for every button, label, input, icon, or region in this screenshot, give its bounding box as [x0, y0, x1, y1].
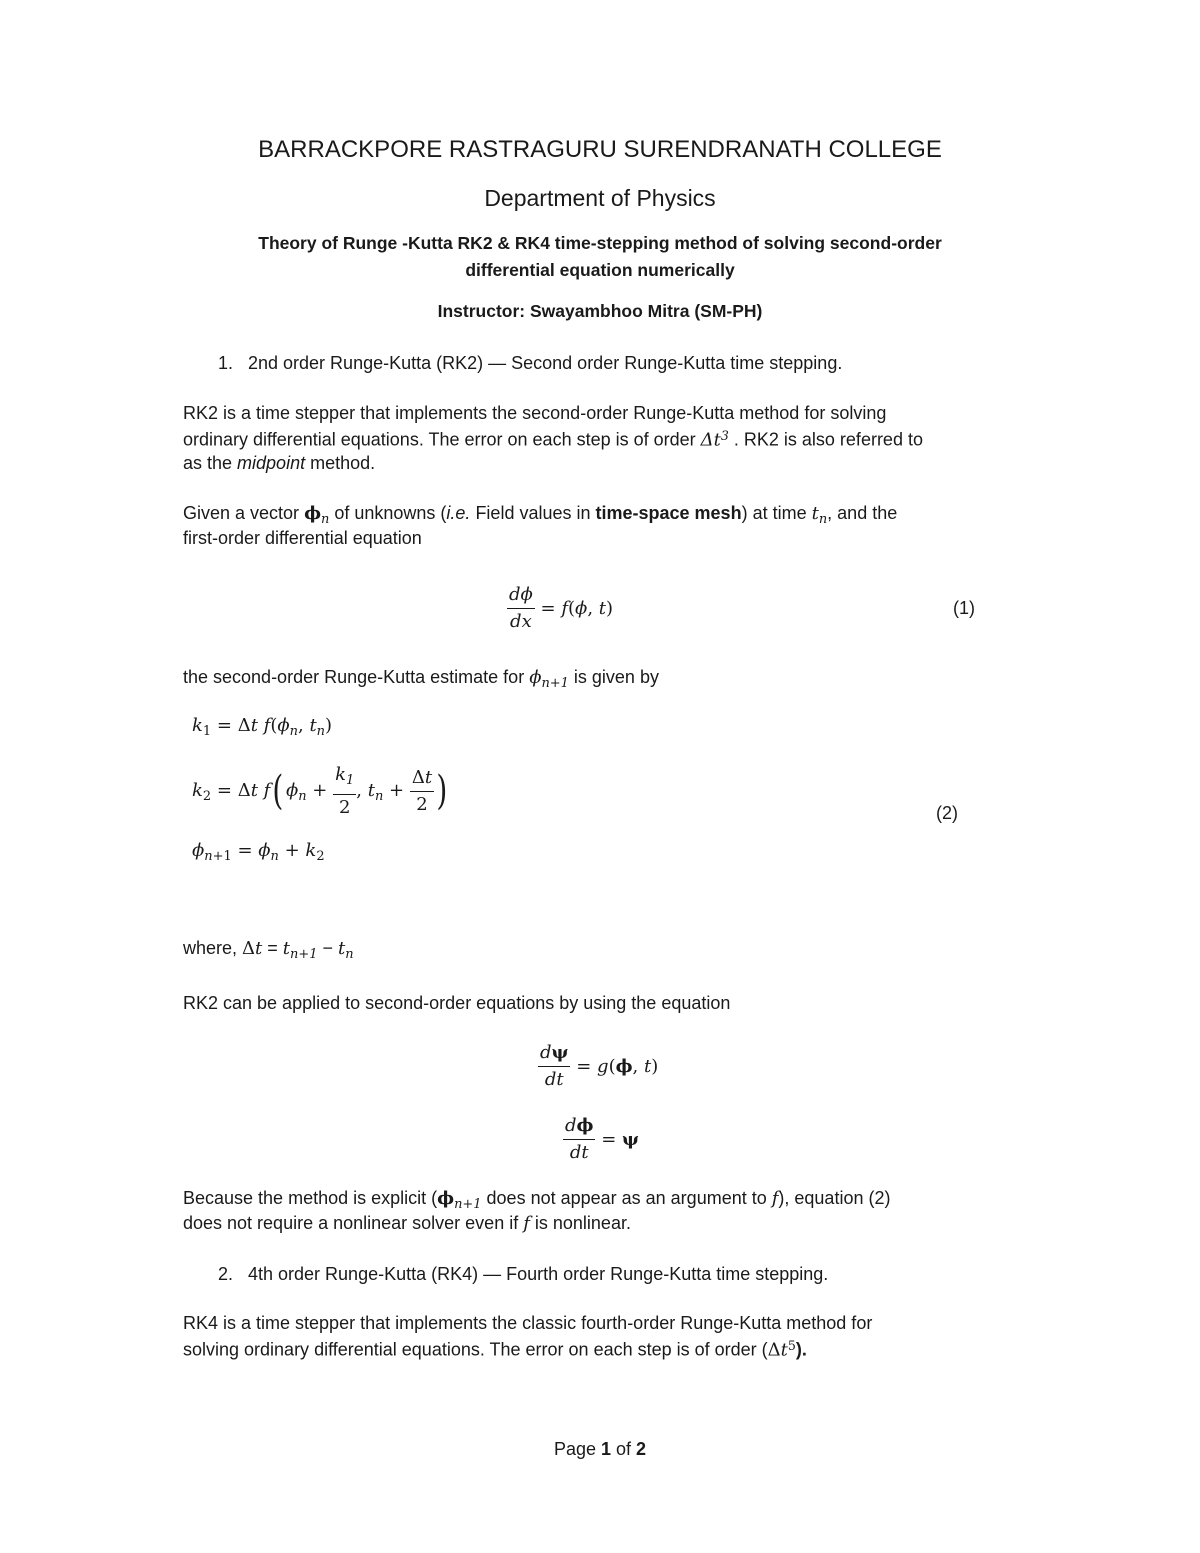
section1-heading: 2nd order Runge-Kutta (RK2) — Second order Runge-Kutta time stepping.: [248, 353, 843, 373]
rk4-para-line1: RK4 is a time stepper that implements the classic fourth-order Runge-Kutta method for: [183, 1313, 873, 1333]
rk2-para-line3: as the midpoint method.: [183, 453, 376, 473]
equation-1: $\frac{d\phi}{dx}$ = f(ϕ, t): [509, 584, 614, 632]
section1-number: 1.: [218, 353, 234, 373]
equation-2-label: (2): [936, 803, 958, 823]
page-number: Page 1 of 2: [553, 1439, 647, 1459]
given-vector-line2: first-order differential equation: [183, 528, 422, 548]
rk2-para-line2: ordinary differential equations. The error on each step is of order $\Delta t^3$ . RK2 is also referred to: [183, 428, 923, 451]
given-vector-line1: Given a vector $\phi_n$ of unknowns (i.e. Field values in time-space mesh) at time $t_n$, and the: [183, 503, 898, 527]
department-name: Department of Physics: [484, 185, 716, 211]
where-line: where, $\Delta t = t_{n+1} - t_n$: [183, 938, 354, 962]
equation-phi-next: $\phi_{n+1} = \phi_n + k_2$: [192, 840, 325, 864]
equation-dphi: $\frac{d\phi}{dt}$ = ψ: [565, 1115, 639, 1163]
rk2-para-line1: RK2 is a time stepper that implements the second-order Runge-Kutta method for solving: [183, 403, 887, 423]
explicit-line1: Because the method is explicit ($\phi_{n+1}$ does not appear as an argument to f), equation (2): [183, 1188, 891, 1212]
rk4-para-line2: solving ordinary differential equations. The error on each step is of order $(\Delta t^5)$.: [183, 1338, 807, 1361]
document-title-line1: Theory of Runge -Kutta RK2 & RK4 time-stepping method of solving second-order: [258, 233, 942, 253]
section2-number: 2.: [218, 1264, 234, 1284]
instructor: Instructor: Swayambhoo Mitra (SM-PH): [437, 301, 763, 321]
equation-1-label: (1): [953, 598, 975, 618]
equation-dpsi: $\frac{d\psi}{dt}$ = g(ϕ, t): [540, 1042, 659, 1090]
equation-k1: $k_1 = \Delta t$ $f(\phi_n$, $t_n$): [192, 715, 333, 739]
rk2-applied-line: RK2 can be applied to second-order equations by using the equation: [183, 993, 731, 1013]
document-title-line2: differential equation numerically: [465, 260, 735, 280]
equation-k2: $k_2 = \Delta t$ f( $\phi_n$ + $\frac{k_1}{2}$ , $t_n$ + $\frac{\Delta t}{2}$ ): [192, 764, 448, 818]
explicit-line2: does not require a nonlinear solver even if f is nonlinear.: [183, 1213, 631, 1234]
college-name: BARRACKPORE RASTRAGURU SURENDRANATH COLLEGE: [258, 136, 942, 163]
estimate-line: the second-order Runge-Kutta estimate for $\phi_{n+1}$ is given by: [183, 667, 659, 691]
section2-heading: 4th order Runge-Kutta (RK4) — Fourth order Runge-Kutta time stepping.: [248, 1264, 829, 1284]
